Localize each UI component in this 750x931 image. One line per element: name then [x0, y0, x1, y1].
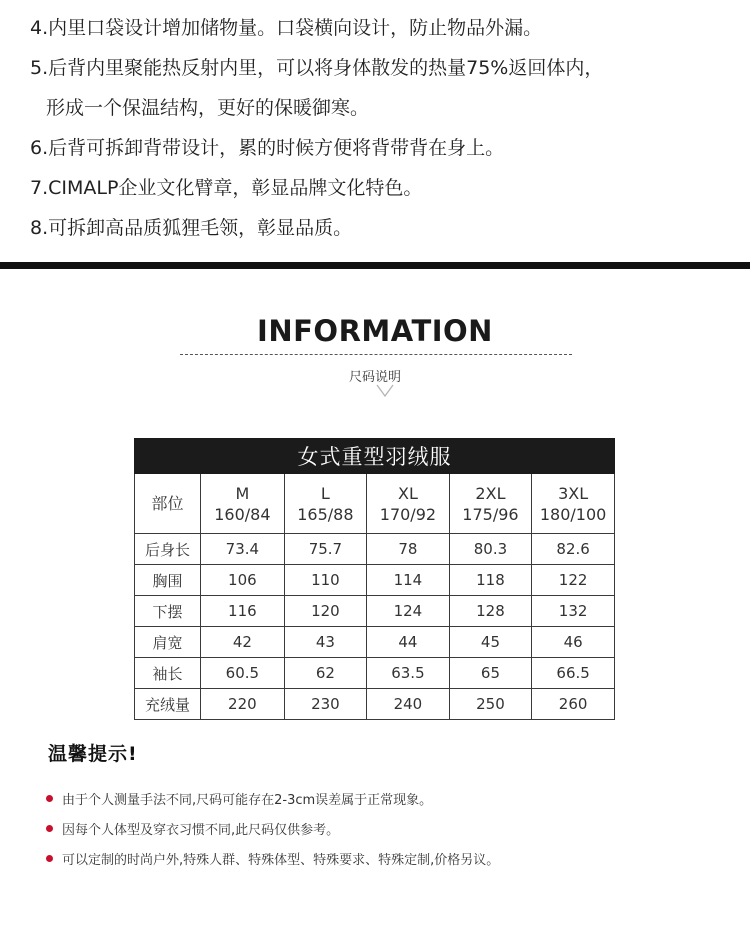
table-cell: 260 — [532, 689, 615, 720]
list-item — [46, 813, 736, 843]
table-cell: 110 — [284, 565, 367, 596]
feature-line: 4.内里口袋设计增加储物量。口袋横向设计，防止物品外漏。 — [30, 17, 543, 39]
size-header: M 160/84 — [201, 474, 285, 534]
row-label: 袖长 — [135, 658, 201, 689]
corner-cell: 部位 — [135, 474, 201, 534]
feature-line: 5.后背内里聚能热反射内里，可以将身体散发的热量75%返回体内， — [30, 57, 604, 79]
table-cell: 82.6 — [532, 534, 615, 565]
row-label: 后身长 — [135, 534, 201, 565]
feature-line: 7.CIMALP企业文化臂章，彰显品牌文化特色。 — [30, 177, 423, 199]
table-row — [135, 565, 615, 596]
table-cell: 63.5 — [367, 658, 450, 689]
table-cell: 128 — [449, 596, 532, 627]
bullet-dot-icon — [46, 825, 53, 832]
table-cell: 66.5 — [532, 658, 615, 689]
table-cell: 220 — [201, 689, 285, 720]
section-divider — [0, 262, 750, 269]
tip-text: 因每个人体型及穿衣习惯不同,此尺码仅供参考。 — [62, 822, 340, 838]
table-cell: 45 — [449, 627, 532, 658]
table-cell: 132 — [532, 596, 615, 627]
table-caption: 女式重型羽绒服 — [135, 439, 615, 474]
bullet-dot-icon — [46, 855, 53, 862]
table-cell: 114 — [367, 565, 450, 596]
tip-text: 可以定制的时尚户外,特殊人群、特殊体型、特殊要求、特殊定制,价格另议。 — [62, 852, 500, 868]
list-item — [46, 783, 736, 813]
table-cell: 250 — [449, 689, 532, 720]
table-cell: 62 — [284, 658, 367, 689]
table-cell: 60.5 — [201, 658, 285, 689]
table-cell: 65 — [449, 658, 532, 689]
table-row — [135, 627, 615, 658]
table-row — [135, 534, 615, 565]
row-label: 充绒量 — [135, 689, 201, 720]
size-header: 2XL 175/96 — [449, 474, 532, 534]
row-label: 下摆 — [135, 596, 201, 627]
row-label: 胸围 — [135, 565, 201, 596]
table-cell: 116 — [201, 596, 285, 627]
table-cell: 44 — [367, 627, 450, 658]
size-table — [134, 438, 615, 720]
feature-line: 6.后背可拆卸背带设计，累的时候方便将背带背在身上。 — [30, 137, 505, 159]
info-title: INFORMATION — [257, 314, 493, 348]
row-label: 肩宽 — [135, 627, 201, 658]
table-cell: 75.7 — [284, 534, 367, 565]
table-cell: 120 — [284, 596, 367, 627]
table-cell: 43 — [284, 627, 367, 658]
dashed-divider — [180, 354, 572, 355]
table-cell: 240 — [367, 689, 450, 720]
table-row — [135, 658, 615, 689]
feature-list — [30, 8, 730, 248]
table-cell: 42 — [201, 627, 285, 658]
size-header: L 165/88 — [284, 474, 367, 534]
table-cell: 73.4 — [201, 534, 285, 565]
table-cell: 122 — [532, 565, 615, 596]
table-caption-row — [135, 439, 615, 474]
table-cell: 118 — [449, 565, 532, 596]
table-cell: 46 — [532, 627, 615, 658]
size-header: XL 170/92 — [367, 474, 450, 534]
feature-line: 8.可拆卸高品质狐狸毛领，彰显品质。 — [30, 217, 353, 239]
table-cell: 80.3 — [449, 534, 532, 565]
table-cell: 230 — [284, 689, 367, 720]
bullet-dot-icon — [46, 795, 53, 802]
feature-line: 形成一个保温结构，更好的保暖御寒。 — [46, 97, 370, 119]
table-cell: 106 — [201, 565, 285, 596]
tips-title: 温馨提示! — [48, 743, 138, 765]
table-cell: 78 — [367, 534, 450, 565]
tips-list — [46, 783, 736, 873]
chevron-down-icon — [375, 383, 395, 399]
table-cell: 124 — [367, 596, 450, 627]
table-row — [135, 689, 615, 720]
list-item — [46, 843, 736, 873]
table-row — [135, 596, 615, 627]
size-header: 3XL 180/100 — [532, 474, 615, 534]
size-header-row — [135, 474, 615, 534]
tip-text: 由于个人测量手法不同,尺码可能存在2-3cm误差属于正常现象。 — [62, 792, 433, 808]
info-subtitle: 尺码说明 — [348, 370, 401, 385]
